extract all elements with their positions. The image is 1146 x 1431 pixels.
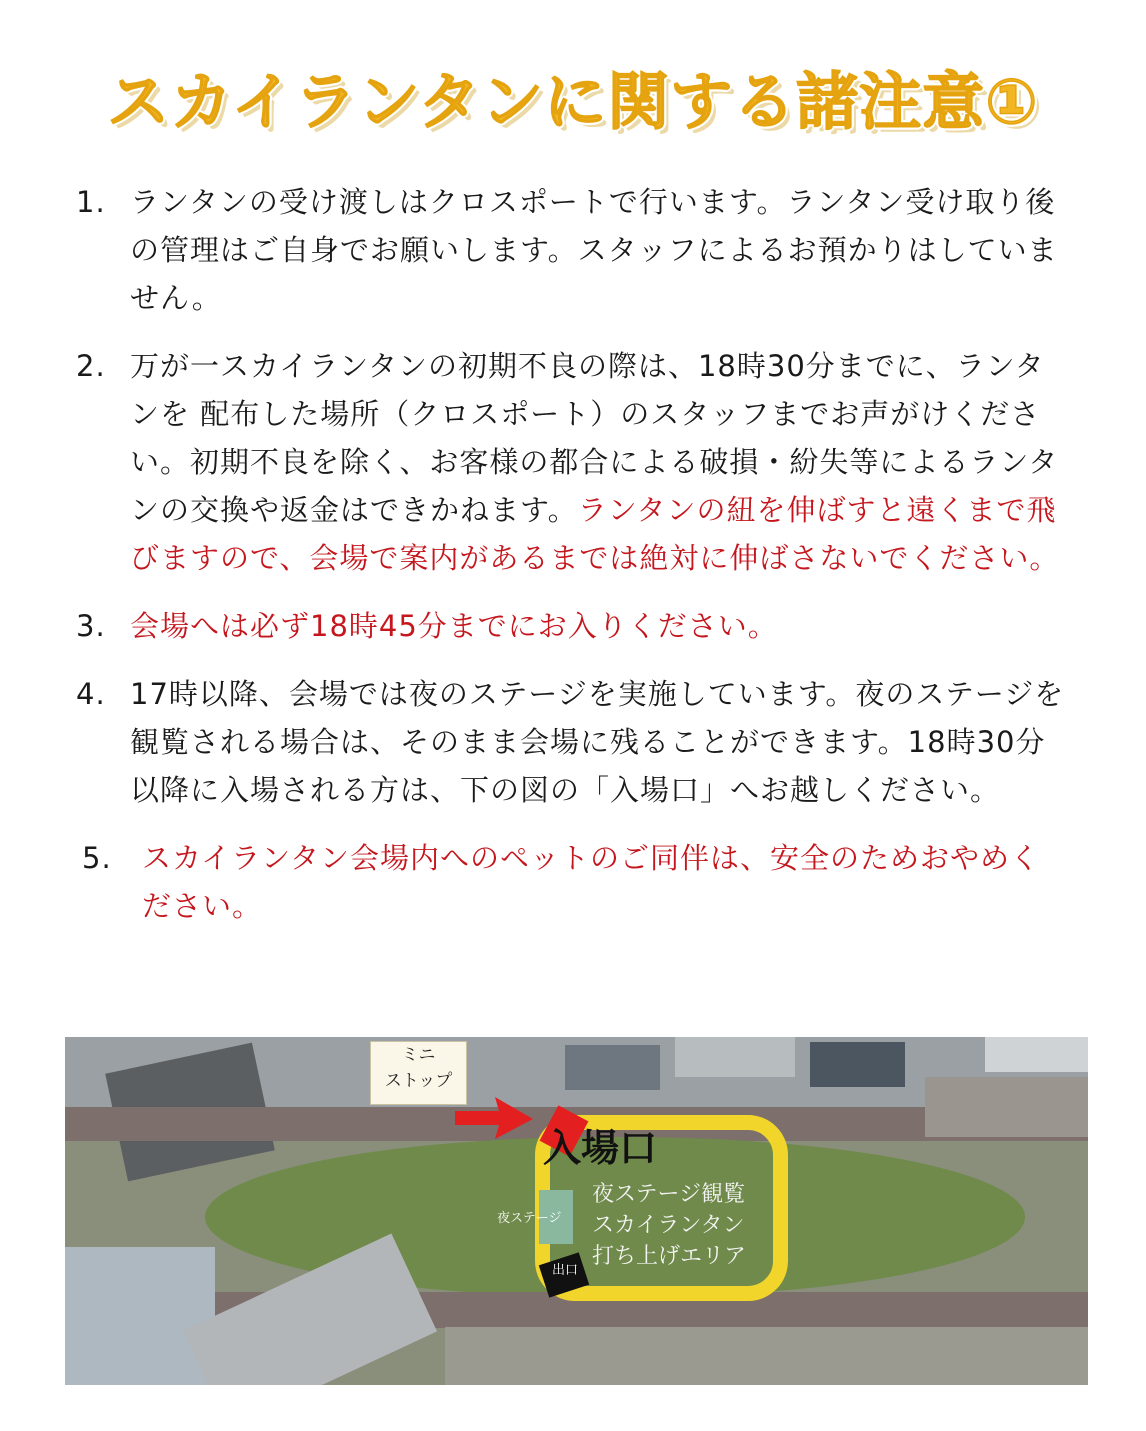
map-building [65, 1247, 215, 1385]
note-text: 17時以降、会場では夜のステージを実施しています。夜のステージを観覧される場合は、そのまま会場に残ることができます。18時30分以降に入場される方は、下の図の「入場口」へお越しください。 [130, 677, 1065, 807]
night-stage-label: 夜ステージ [497, 1211, 562, 1226]
entrance-label: 入場口 [543, 1126, 658, 1170]
note-number: 4. [76, 677, 106, 711]
note-warning-text: ランタンの紐を伸ばすと遠くまで飛びますので、会場で案内があるまでは絶対に伸ばさないでください。 [130, 493, 1060, 575]
note-item [76, 670, 1066, 814]
map-building [985, 1037, 1088, 1072]
map-building [925, 1077, 1088, 1137]
note-number: 3. [76, 609, 106, 643]
note-warning-text: 会場へは必ず18時45分までにお入りください。 [130, 609, 778, 643]
note-number: 2. [76, 349, 106, 383]
launch-area-label: 夜ステージ観覧 スカイランタン 打ち上げエリア [592, 1182, 747, 1269]
map-building [565, 1045, 660, 1090]
note-item [76, 342, 1066, 582]
exit-label: 出口 [552, 1263, 579, 1278]
page-title: スカイランタンに関する諸注意① [107, 65, 1039, 138]
note-item [82, 834, 1066, 930]
arrow-right-icon [455, 1095, 535, 1141]
map-building [445, 1327, 1088, 1385]
note-text: 万が一スカイランタンの初期不良の際は、18時30分までに、ランタンを 配布した場所（クロスポート）のスタッフまでお声がけください。初期不良を除く、お客様の都合による破損・紛失等によるランタンの交換や返金はできかねます。 [130, 349, 1059, 527]
map-building [810, 1042, 905, 1087]
store-label: ミニ ストップ [370, 1041, 467, 1105]
map-building [675, 1037, 795, 1077]
note-number: 5. [82, 841, 112, 875]
note-number: 1. [76, 185, 106, 219]
venue-map [65, 1037, 1088, 1385]
note-item [76, 602, 1066, 650]
notes-list [76, 178, 1066, 950]
note-item [76, 178, 1066, 322]
note-text: ランタンの受け渡しはクロスポートで行います。ランタン受け取り後の管理はご自身でお願いします。スタッフによるお預かりはしていません。 [130, 185, 1058, 315]
note-warning-text: スカイランタン会場内へのペットのご同伴は、安全のためおやめください。 [142, 841, 1040, 923]
